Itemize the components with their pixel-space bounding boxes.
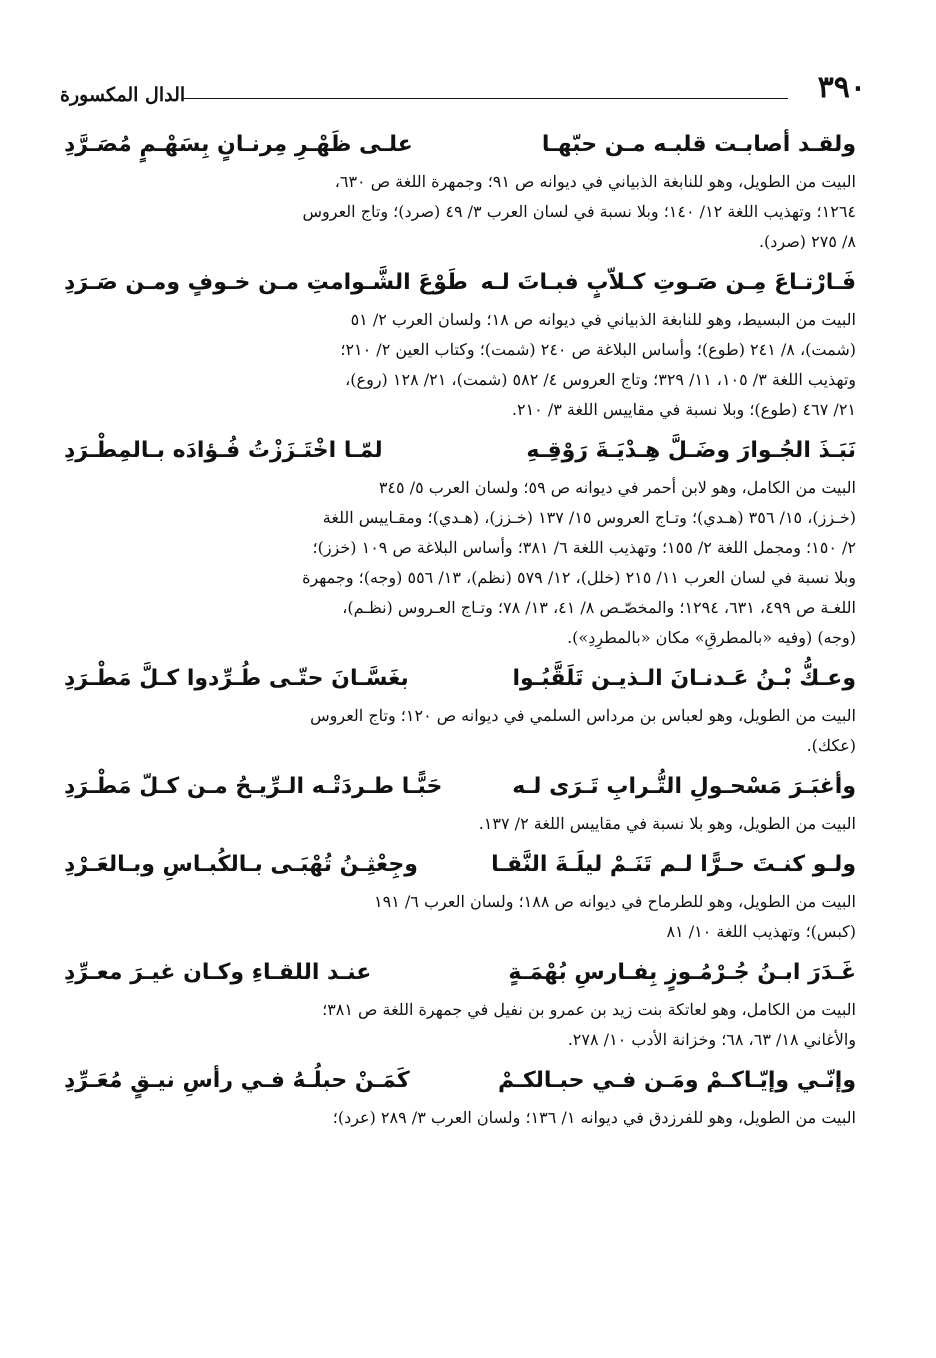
verse <box>64 767 856 807</box>
entry <box>64 1061 856 1139</box>
second-hemistich: علـى ظَهْـرِ مِرنـانٍ بِسَهْـمٍ مُصَـرَّدِ <box>64 132 413 157</box>
citation-line: البيت من الكامل، وهو لعاتكة بنت زيد بن عمرو بن نفيل في جمهرة اللغة ص ٣٨١؛ <box>322 1000 856 1019</box>
citation-line: ٢/ ١٥٠؛ ومجمل اللغة ٢/ ١٥٥؛ وتهذيب اللغة ٦/ ٣٨١؛ وأساس البلاغة ص ١٠٩ (خزز)؛ <box>312 538 856 557</box>
first-hemistich: ولقـد أصابـت قلبـه مـن حبّهـا <box>541 132 856 157</box>
entry <box>64 845 856 953</box>
citation-line: وتهذيب اللغة ٣/ ١٠٥، ١١/ ٣٢٩؛ وتاج العروس ٤/ ٥٨٢ (شمت)، ٢١/ ١٢٨ (روع)، <box>345 370 856 389</box>
header-rule <box>182 98 788 99</box>
citation-line: البيت من الطويل، وهو للنابغة الذبياني في ديوانه ص ٩١؛ وجمهرة اللغة ص ٦٣٠، <box>334 172 856 191</box>
entry <box>64 263 856 431</box>
citation-line: البيت من الكامل، وهو لابن أحمر في ديوانه ص ٥٩؛ ولسان العرب ٥/ ٣٤٥ <box>378 478 856 497</box>
citation-line: البيت من الطويل، وهو للطرماح في ديوانه ص ١٨٨؛ ولسان العرب ٦/ ١٩١ <box>374 892 856 911</box>
citation-note <box>64 471 856 659</box>
entries <box>64 125 856 1139</box>
second-hemistich: كَمَـنْ حبلُـهُ فـي رأسِ نيـقٍ مُعَـرِّدِ <box>64 1068 410 1093</box>
first-hemistich: نَبَـذَ الجُـوارَ وضَـلَّ هِـدْيَـةَ رَوْقِـهِ <box>526 438 856 463</box>
citation-line: ١٢٦٤؛ وتهذيب اللغة ١٢/ ١٤٠؛ وبلا نسبة في لسان العرب ٣/ ٤٩ (صرد)؛ وتاج العروس <box>302 202 856 221</box>
citation-line: (خـزز)، ١٥/ ٣٥٦ (هـدي)؛ وتـاج العروس ١٥/ ١٣٧ (خـزز)، (هـدي)؛ ومقـاييس اللغة <box>322 508 856 527</box>
citation-line: والأغاني ١٨/ ٦٣، ٦٨؛ وخزانة الأدب ١٠/ ٢٧٨. <box>567 1030 856 1049</box>
verse <box>64 1061 856 1101</box>
citation-note <box>64 303 856 431</box>
citation-line: (كبس)؛ وتهذيب اللغة ١٠/ ٨١ <box>666 922 856 941</box>
citation-line: البيت من الطويل، وهو لعباس بن مرداس السلمي في ديوانه ص ١٢٠؛ وتاج العروس <box>310 706 856 725</box>
entry <box>64 767 856 845</box>
verse <box>64 263 856 303</box>
entry <box>64 953 856 1061</box>
citation-line: البيت من الطويل، وهو بلا نسبة في مقاييس اللغة ٢/ ١٣٧. <box>478 814 856 833</box>
citation-note <box>64 699 856 767</box>
citation-note <box>64 885 856 953</box>
second-hemistich: عنـد اللقـاءِ وكـان غيـرَ معـرِّدِ <box>64 960 372 985</box>
entry <box>64 431 856 659</box>
verse <box>64 659 856 699</box>
page-header <box>60 70 866 110</box>
page-number: ٣٩٠ <box>817 70 866 105</box>
second-hemistich: وجِعْثِـنُ تُهْبَـى بـالكُبـاسِ وبـالعَـرْدِ <box>64 852 418 877</box>
first-hemistich: فَـارْتـاعَ مِـن صَـوتِ كـلاّبٍ فبـاتَ لـه <box>480 270 856 295</box>
citation-note <box>64 993 856 1061</box>
citation-line: البيت من البسيط، وهو للنابغة الذبياني في ديوانه ص ١٨؛ ولسان العرب ٢/ ٥١ <box>350 310 856 329</box>
citation-line: اللغـة ص ٤٩٩، ٦٣١، ١٢٩٤؛ والمخصّـص ٨/ ٤١، ١٣/ ٧٨؛ وتـاج العـروس (نظـم)، <box>342 598 856 617</box>
second-hemistich: لمّـا اخْتَـزَزْتُ فُـؤادَه بـالمِطْـرَدِ <box>64 438 383 463</box>
first-hemistich: غَـدَرَ ابـنُ جُـرْمُـوزٍ بِفـارسِ بُهْمَـةٍ <box>508 960 856 985</box>
verse <box>64 125 856 165</box>
citation-line: وبلا نسبة في لسان العرب ١١/ ٢١٥ (خلل)، ١٢/ ٥٧٩ (نظم)، ١٣/ ٥٥٦ (وجه)؛ وجمهرة <box>302 568 856 587</box>
first-hemistich: ولـو كنـتَ حـرًّا لـم تَنَـمْ ليلَـةَ النَّقـا <box>491 852 856 877</box>
citation-line: (وجه) (وفيه «بالمطرقِ» مكان «بالمطرِدِ»). <box>567 628 856 647</box>
citation-line: البيت من الطويل، وهو للفرزدق في ديوانه ١/ ١٣٦؛ ولسان العرب ٣/ ٢٨٩ (عرد)؛ <box>332 1108 856 1127</box>
citation-note <box>64 165 856 263</box>
first-hemistich: وأغبَـرَ مَسْحـولِ التُّـرابِ تَـرَى لـه <box>512 774 856 799</box>
citation-note <box>64 807 856 845</box>
section-title: الدال المكسورة <box>60 84 186 106</box>
first-hemistich: وعـكُّ بْـنُ عَـدنـانَ الـذيـن تَلَقَّبُـوا <box>512 666 856 691</box>
second-hemistich: بغَسَّـانَ حتّـى طُـرِّدوا كـلَّ مَطْـرَدِ <box>64 666 409 691</box>
citation-line: (شمت)، ٨/ ٢٤١ (طوع)؛ وأساس البلاغة ص ٢٤٠ (شمت)؛ وكتاب العين ٢/ ٢١٠؛ <box>340 340 856 359</box>
citation-line: ٢١/ ٤٦٧ (طوع)؛ وبلا نسبة في مقاييس اللغة ٣/ ٢١٠. <box>511 400 856 419</box>
second-hemistich: طَوْعَ الشَّـوامتِ مـن خـوفٍ ومـن صَـرَدِ <box>64 270 468 295</box>
first-hemistich: وإنّـي وإيّـاكـمْ ومَـن فـي حبـالكـمْ <box>498 1068 856 1093</box>
citation-note <box>64 1101 856 1139</box>
verse <box>64 431 856 471</box>
entry <box>64 125 856 263</box>
entry <box>64 659 856 767</box>
verse <box>64 953 856 993</box>
citation-line: (عكك). <box>806 736 856 755</box>
citation-line: ٨/ ٢٧٥ (صرد). <box>758 232 856 251</box>
second-hemistich: حَبًّـا طـردَتْـه الـرِّيـحُ مـن كـلّ مَطْـرَدِ <box>64 774 443 799</box>
verse <box>64 845 856 885</box>
